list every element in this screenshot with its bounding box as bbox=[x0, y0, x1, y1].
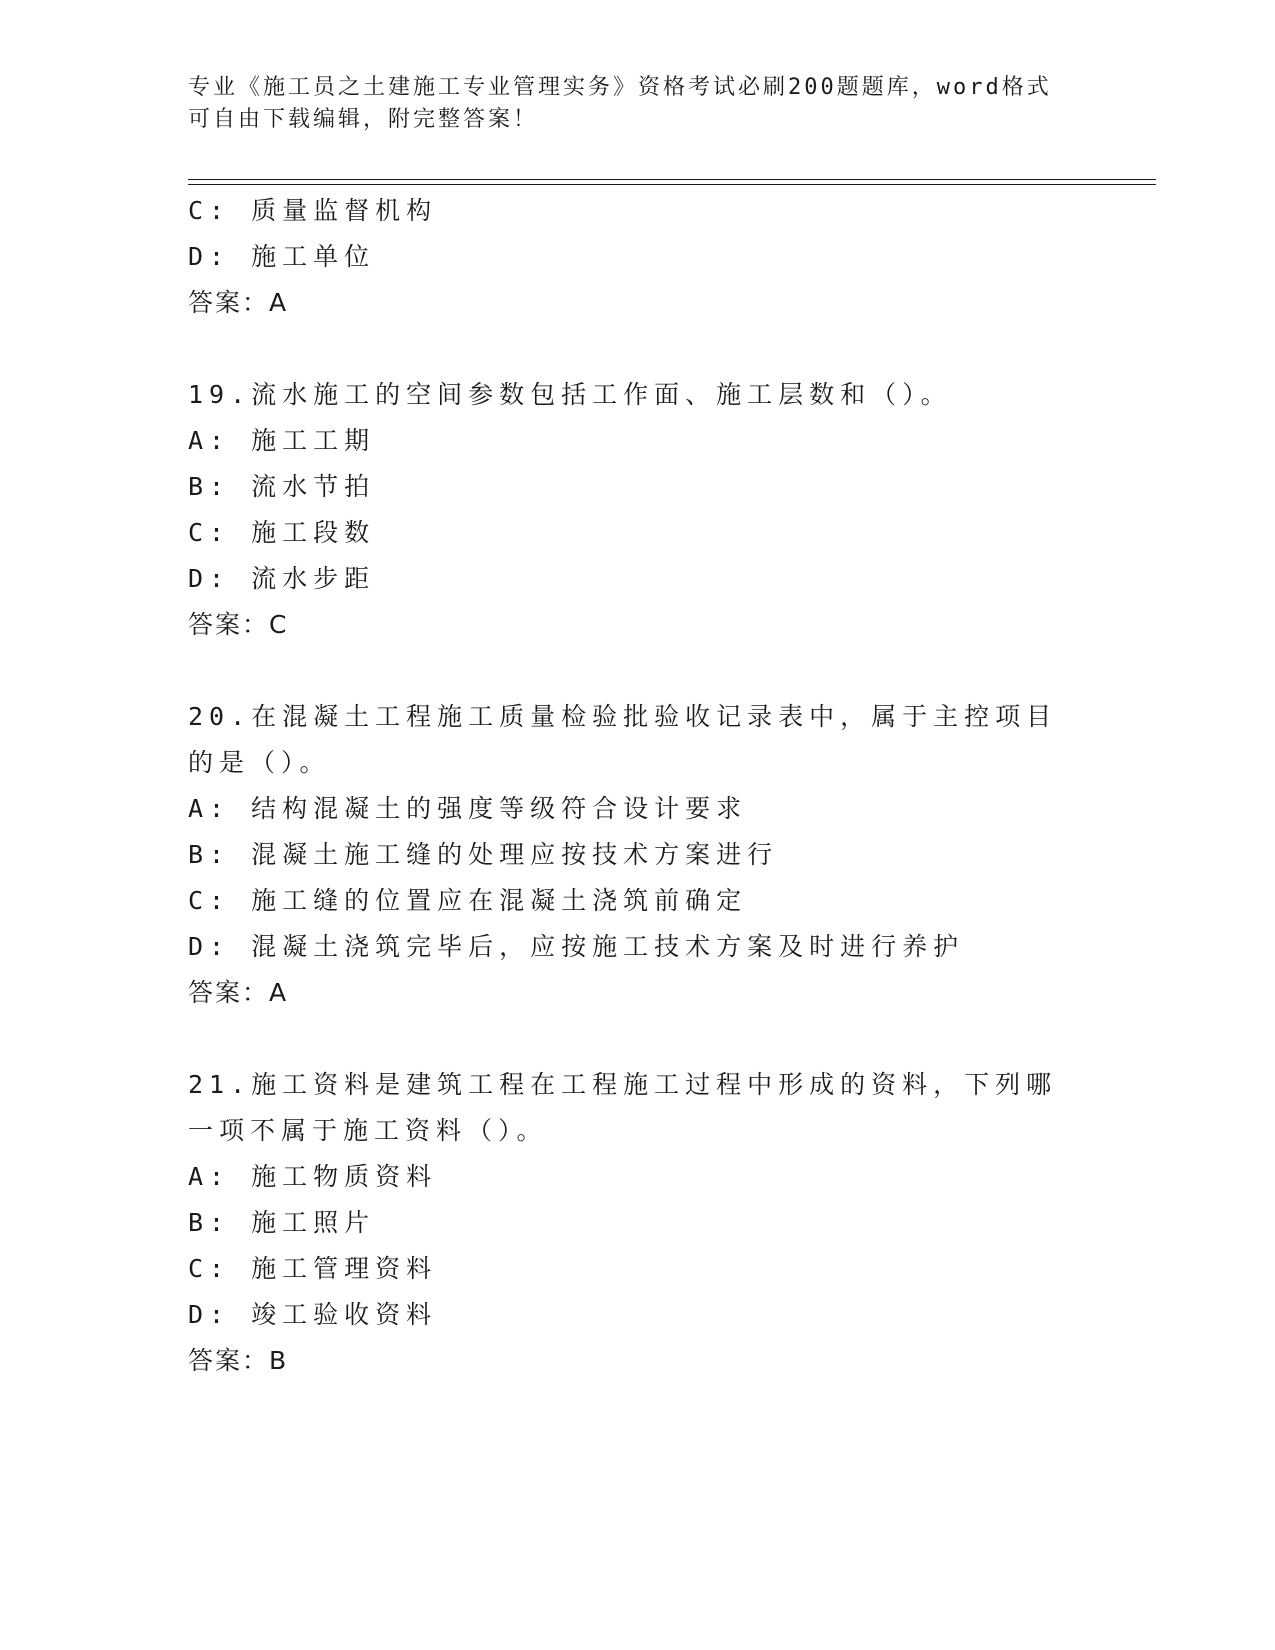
spacer bbox=[188, 648, 1088, 694]
option-c: C: 施工段数 bbox=[188, 518, 376, 547]
option-b: B: 施工照片 bbox=[188, 1208, 376, 1237]
option-c: C: 质量监督机构 bbox=[188, 196, 438, 225]
header-divider-bottom bbox=[188, 184, 1156, 185]
option-c: C: 施工管理资料 bbox=[188, 1254, 438, 1283]
question-list bbox=[188, 188, 1088, 1384]
option-a: A: 施工工期 bbox=[188, 426, 376, 455]
option-d: D: 混凝土浇筑完毕后，应按施工技术方案及时进行养护 bbox=[188, 932, 965, 961]
option-b: B: 混凝土施工缝的处理应按技术方案进行 bbox=[188, 840, 779, 869]
header-divider-top bbox=[188, 179, 1156, 180]
question-19 bbox=[188, 372, 1088, 648]
question-20 bbox=[188, 694, 1088, 1016]
question-stem: 20.在混凝土工程施工质量检验批验收记录表中，属于主控项目的是（）。 bbox=[188, 702, 1058, 777]
answer-line: 答案：C bbox=[188, 610, 289, 639]
spacer bbox=[188, 326, 1088, 372]
option-c: C: 施工缝的位置应在混凝土浇筑前确定 bbox=[188, 886, 748, 915]
question-stem: 21.施工资料是建筑工程在工程施工过程中形成的资料，下列哪一项不属于施工资料（）。 bbox=[188, 1070, 1058, 1145]
option-d: D: 施工单位 bbox=[188, 242, 376, 271]
answer-line: 答案：A bbox=[188, 288, 289, 317]
option-d: D: 竣工验收资料 bbox=[188, 1300, 438, 1329]
option-b: B: 流水节拍 bbox=[188, 472, 376, 501]
question-stem: 19.流水施工的空间参数包括工作面、施工层数和（）。 bbox=[188, 380, 952, 409]
answer-line: 答案：A bbox=[188, 978, 289, 1007]
option-d: D: 流水步距 bbox=[188, 564, 376, 593]
question-21 bbox=[188, 1062, 1088, 1384]
spacer bbox=[188, 1016, 1088, 1062]
question-18-tail bbox=[188, 188, 1088, 326]
answer-line: 答案：B bbox=[188, 1346, 289, 1375]
document-header-title: 专业《施工员之土建施工专业管理实务》资格考试必刷200题题库，word格式可自由下载编辑，附完整答案！ bbox=[188, 75, 1052, 132]
option-a: A: 施工物质资料 bbox=[188, 1162, 438, 1191]
option-a: A: 结构混凝土的强度等级符合设计要求 bbox=[188, 794, 748, 823]
